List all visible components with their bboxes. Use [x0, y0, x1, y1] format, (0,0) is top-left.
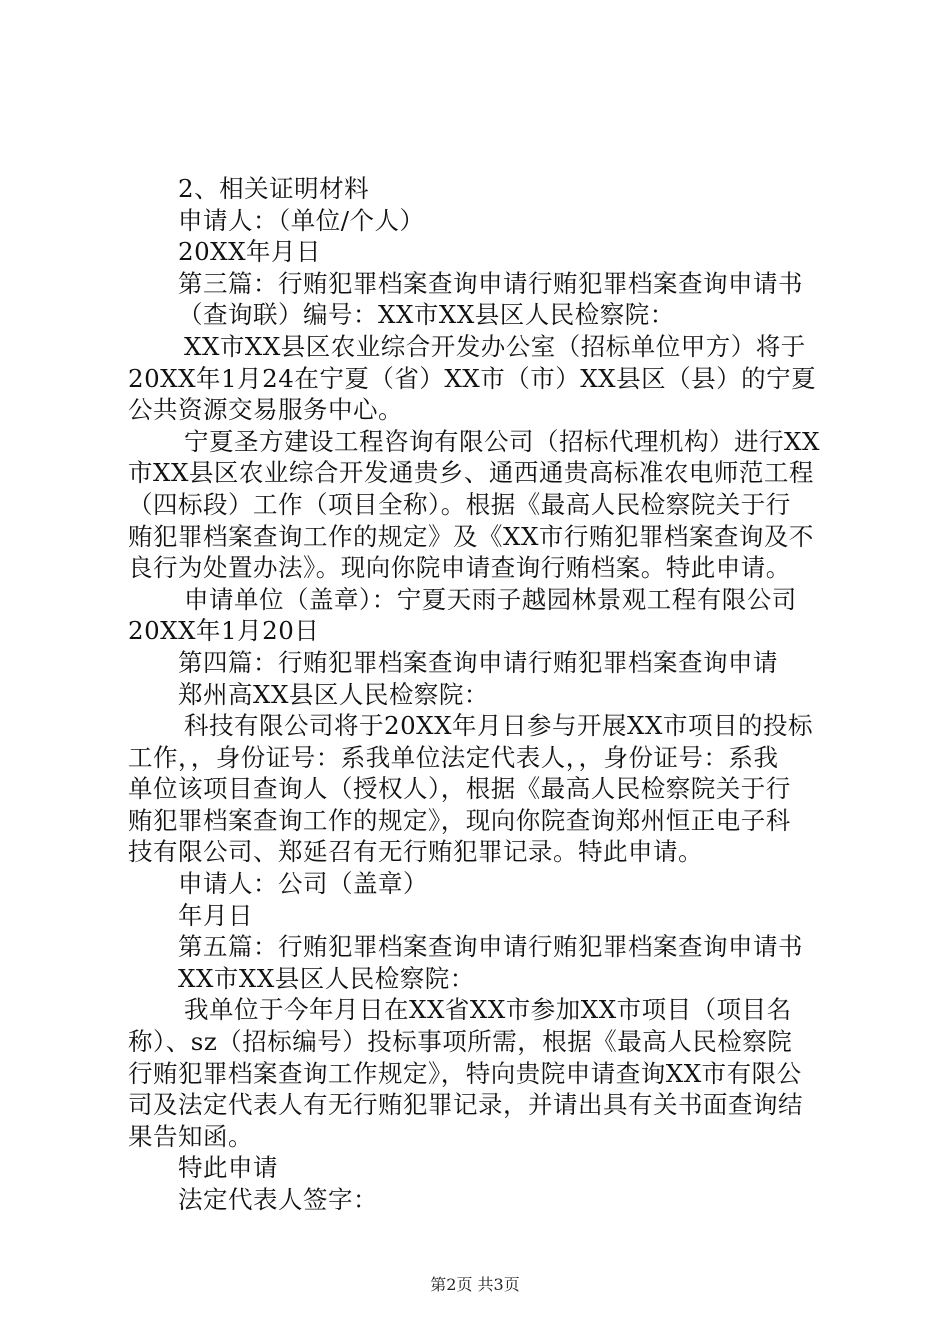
text-line: 申请单位（盖章）：宁夏天雨子越园林景观工程有限公司	[184, 584, 797, 614]
text-line: 第五篇：行贿犯罪档案查询申请行贿犯罪档案查询申请书	[178, 932, 803, 962]
text-line: 科技有限公司将于20XX年月日参与开展XX市项目的投标	[184, 711, 813, 741]
text-line: 贿犯罪档案查询工作的规定》，现向你院查询郑州恒正电子科	[128, 805, 791, 835]
text-line: XX市XX县区人民检察院：	[178, 963, 475, 993]
text-line: 称）、sz（招标编号）投标事项所需，根据《最高人民检察院	[128, 1027, 793, 1057]
page-footer: 第2页 共3页	[430, 1275, 520, 1294]
document-body	[128, 173, 834, 1216]
text-line: 2、相关证明材料	[178, 174, 370, 203]
text-line: 特此申请	[178, 1153, 278, 1183]
text-line: 工作，，身份证号：系我单位法定代表人，，身份证号：系我	[128, 742, 779, 772]
text-line: 市XX县区农业综合开发通贵乡、通西通贵高标准农电师范工程	[128, 458, 814, 488]
text-line: 行贿犯罪档案查询工作规定》，特向贵院申请查询XX市有限公	[128, 1058, 802, 1088]
text-line: 宁夏圣方建设工程咨询有限公司（招标代理机构）进行XX	[184, 426, 820, 456]
text-line: 果告知函。	[128, 1121, 253, 1151]
text-line: XX市XX县区农业综合开发办公室（招标单位甲方）将于	[184, 331, 806, 361]
text-line: 第三篇：行贿犯罪档案查询申请行贿犯罪档案查询申请书	[178, 268, 803, 298]
text-line: （查询联）编号：XX市XX县区人民检察院：	[178, 300, 675, 330]
text-line: 20XX年月日	[178, 237, 322, 267]
text-line: 20XX年1月20日	[128, 616, 320, 646]
text-line: 技有限公司、郑延召有无行贿犯罪记录。特此申请。	[128, 837, 703, 867]
text-line: 法定代表人签字：	[178, 1185, 378, 1214]
text-line: 单位该项目查询人（授权人），根据《最高人民检察院关于行	[128, 774, 791, 804]
text-line: 司及法定代表人有无行贿犯罪记录，并请出具有关书面查询结	[128, 1090, 803, 1120]
text-line: 申请人：（单位/个人）	[178, 205, 425, 235]
text-line: 年月日	[178, 900, 253, 930]
text-line: 申请人：公司（盖章）	[178, 869, 428, 899]
text-line: （四标段）工作（项目全称）。根据《最高人民检察院关于行	[128, 489, 791, 519]
text-line: 郑州高XX县区人民检察院：	[178, 679, 489, 709]
text-line: 良行为处置办法》。现向你院申请查询行贿档案。特此申请。	[128, 553, 791, 583]
text-line: 贿犯罪档案查询工作的规定》及《XX市行贿犯罪档案查询及不	[128, 521, 814, 551]
text-line: 我单位于今年月日在XX省XX市参加XX市项目（项目名	[184, 995, 792, 1025]
text-line: 20XX年1月24在宁夏（省）XX市（市）XX县区（县）的宁夏	[128, 363, 817, 393]
text-line: 第四篇：行贿犯罪档案查询申请行贿犯罪档案查询申请	[178, 647, 778, 677]
text-line: 公共资源交易服务中心。	[128, 395, 403, 425]
